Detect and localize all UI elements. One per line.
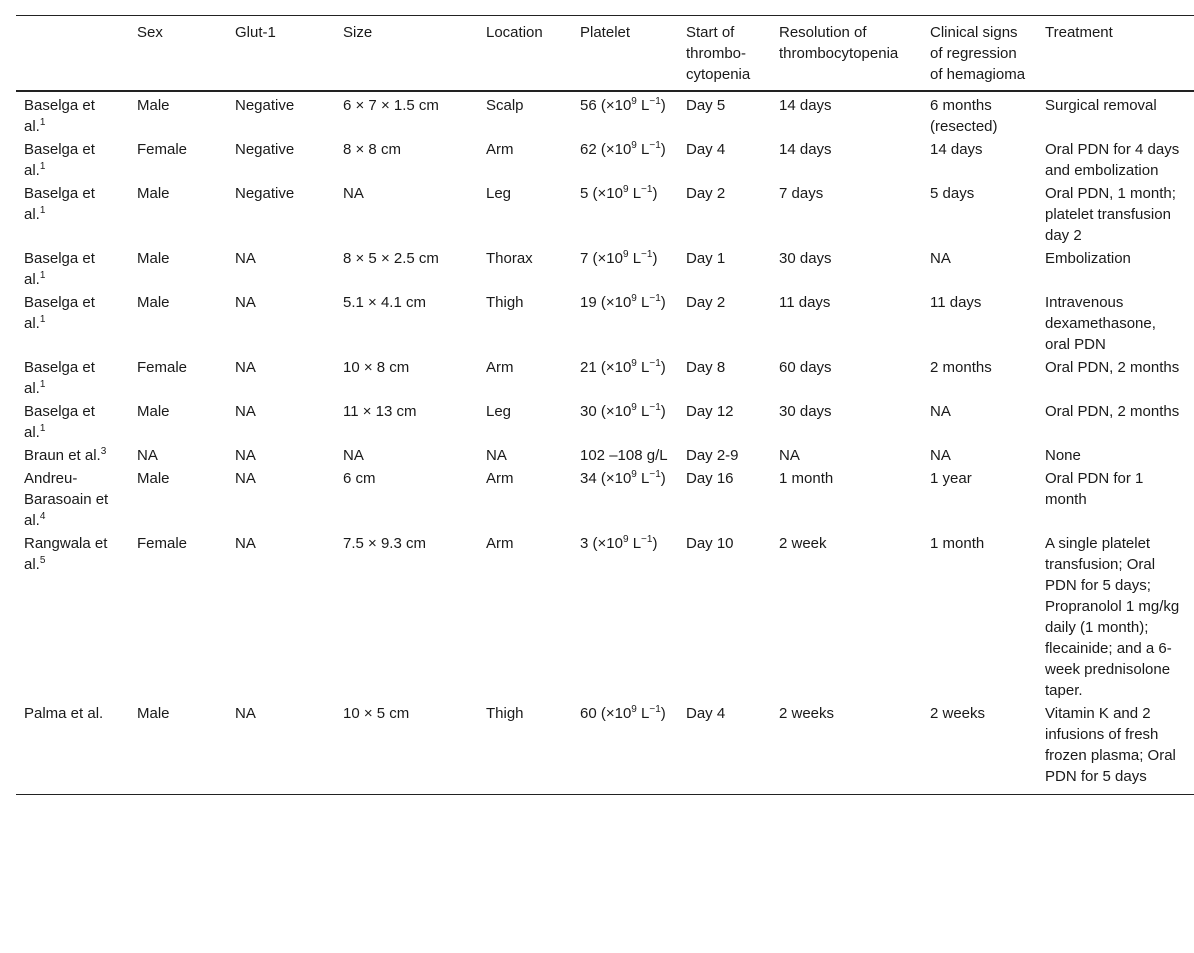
cell-resolution: 30 days <box>779 250 832 267</box>
platelet-unit-exponent: −1 <box>649 96 661 107</box>
cell-regression: NA <box>930 403 951 420</box>
cell-location: Scalp <box>486 97 524 114</box>
cell-start: Day 8 <box>686 359 726 376</box>
cell-location: Arm <box>486 470 514 487</box>
cell-resolution: 60 days <box>779 359 832 376</box>
platelet-unit-exponent: −1 <box>641 184 653 195</box>
platelet-unit: L <box>641 705 650 722</box>
cell-platelet <box>572 137 678 181</box>
header-author <box>16 16 129 92</box>
platelet-value: 56 (×10 <box>580 97 632 114</box>
platelet-value: 30 (×10 <box>580 403 632 420</box>
cell-platelet <box>572 466 678 531</box>
platelet-close-paren: ) <box>652 535 658 552</box>
platelet-unit: L <box>641 141 650 158</box>
platelet-value: 3 (×10 <box>580 535 623 552</box>
cell-start: Day 2 <box>686 185 726 202</box>
cell-glut1: NA <box>235 447 256 464</box>
cell-glut1: NA <box>235 470 256 487</box>
cell-platelet <box>572 246 678 290</box>
cell-author <box>16 701 129 795</box>
cell-size: NA <box>343 447 364 464</box>
platelet-value: 5 (×10 <box>580 185 623 202</box>
author-text: Braun et al. <box>24 447 101 464</box>
header-size: Size <box>343 24 373 41</box>
cell-author <box>16 137 129 181</box>
case-table <box>16 15 1194 795</box>
cell-size: 6 × 7 × 1.5 cm <box>343 97 439 114</box>
table-row <box>16 246 1194 290</box>
platelet-unit-exponent: −1 <box>641 534 653 545</box>
platelet-unit: L <box>641 97 650 114</box>
cell-glut1: NA <box>235 403 256 420</box>
cell-platelet <box>572 443 678 466</box>
cell-glut1: NA <box>235 535 256 552</box>
author-text: Baselga et al. <box>24 403 95 441</box>
table-row <box>16 91 1194 137</box>
cell-resolution: 14 days <box>779 141 832 158</box>
platelet-exponent: 9 <box>631 358 637 369</box>
author-ref: 1 <box>39 379 46 390</box>
platelet-unit-exponent: −1 <box>649 704 661 715</box>
cell-size: 5.1 × 4.1 cm <box>343 294 426 311</box>
cell-regression: 1 year <box>930 470 972 487</box>
cell-sex: Female <box>137 535 188 552</box>
platelet-close-paren: ) <box>660 359 666 376</box>
platelet-close-paren: ) <box>660 470 666 487</box>
cell-glut1: Negative <box>235 185 295 202</box>
author-ref: 1 <box>39 314 46 325</box>
platelet-close-paren: ) <box>660 705 666 722</box>
author-ref: 1 <box>39 205 46 216</box>
platelet-value: 7 (×10 <box>580 250 623 267</box>
cell-size: 6 cm <box>343 470 376 487</box>
table-header <box>16 16 1194 92</box>
header-platelet: Platelet <box>580 24 631 41</box>
author-ref: 4 <box>39 511 46 522</box>
cell-author <box>16 181 129 246</box>
cell-location: Leg <box>486 185 512 202</box>
cell-resolution: NA <box>779 447 800 464</box>
cell-sex: Male <box>137 705 170 722</box>
platelet-unit-exponent: −1 <box>649 402 661 413</box>
cell-sex: NA <box>137 447 158 464</box>
platelet-unit: L <box>641 470 650 487</box>
cell-treatment: Vitamin K and 2 infusions of fresh frozen plasma; Oral PDN for 5 days <box>1045 705 1176 785</box>
header-sex: Sex <box>137 24 163 41</box>
cell-start: Day 1 <box>686 250 726 267</box>
cell-regression: 2 months <box>930 359 992 376</box>
cell-treatment: Oral PDN, 2 months <box>1045 403 1180 420</box>
platelet-close-paren: ) <box>660 294 666 311</box>
cell-platelet <box>572 290 678 355</box>
cell-author <box>16 355 129 399</box>
table-row <box>16 355 1194 399</box>
cell-platelet <box>572 355 678 399</box>
cell-glut1: NA <box>235 294 256 311</box>
cell-size: 10 × 8 cm <box>343 359 410 376</box>
cell-start: Day 10 <box>686 535 734 552</box>
cell-size: NA <box>343 185 364 202</box>
header-start: Start of thrombo-cytopenia <box>686 24 751 83</box>
cell-resolution: 30 days <box>779 403 832 420</box>
cell-location: Arm <box>486 141 514 158</box>
cell-sex: Male <box>137 403 170 420</box>
cell-start: Day 4 <box>686 705 726 722</box>
author-text: Palma et al. <box>24 705 104 722</box>
platelet-unit-exponent: −1 <box>649 469 661 480</box>
cell-location: Thorax <box>486 250 533 267</box>
header-location: Location <box>486 24 543 41</box>
cell-glut1: Negative <box>235 141 295 158</box>
cell-regression: 11 days <box>930 294 982 311</box>
cell-size: 8 × 8 cm <box>343 141 401 158</box>
cell-location: NA <box>486 447 507 464</box>
author-ref: 1 <box>39 117 46 128</box>
platelet-value: 34 (×10 <box>580 470 632 487</box>
cell-location: Arm <box>486 535 514 552</box>
author-text: Baselga et al. <box>24 185 95 223</box>
platelet-unit: L <box>641 403 650 420</box>
platelet-value: 102 –108 g/L <box>580 447 668 464</box>
platelet-exponent: 9 <box>622 534 629 545</box>
author-text: Rangwala et al. <box>24 535 108 573</box>
platelet-unit-exponent: −1 <box>641 249 653 260</box>
table-row <box>16 701 1194 795</box>
platelet-unit: L <box>632 185 642 202</box>
cell-author <box>16 246 129 290</box>
platelet-unit: L <box>641 294 650 311</box>
table-row <box>16 443 1194 466</box>
platelet-value: 60 (×10 <box>580 705 632 722</box>
cell-resolution: 1 month <box>779 470 834 487</box>
platelet-close-paren: ) <box>660 97 666 114</box>
cell-resolution: 2 week <box>779 535 827 552</box>
cell-location: Leg <box>486 403 512 420</box>
cell-author <box>16 443 129 466</box>
cell-size: 10 × 5 cm <box>343 705 410 722</box>
author-ref: 1 <box>39 270 46 281</box>
platelet-exponent: 9 <box>631 140 637 151</box>
cell-platelet <box>572 531 678 701</box>
cell-location: Thigh <box>486 705 524 722</box>
cell-size: 11 × 13 cm <box>343 403 417 420</box>
cell-sex: Male <box>137 470 170 487</box>
header-regression: Clinical signs of regression of hemagioma <box>930 24 1026 83</box>
table-row <box>16 290 1194 355</box>
table-row <box>16 531 1194 701</box>
cell-regression: NA <box>930 447 951 464</box>
cell-glut1: NA <box>235 705 256 722</box>
cell-platelet <box>572 399 678 443</box>
cell-glut1: NA <box>235 359 256 376</box>
cell-location: Thigh <box>486 294 524 311</box>
table-row <box>16 399 1194 443</box>
cell-sex: Female <box>137 141 188 158</box>
cell-start: Day 12 <box>686 403 734 420</box>
cell-start: Day 2-9 <box>686 447 739 464</box>
cell-size: 7.5 × 9.3 cm <box>343 535 426 552</box>
table-row <box>16 466 1194 531</box>
header-treatment: Treatment <box>1045 24 1113 41</box>
cell-sex: Female <box>137 359 188 376</box>
cell-treatment: A single platelet transfusion; Oral PDN for 5 days; Propranolol 1 mg/kg daily (1 month); flecainide; and a 6-week prednisolone taper. <box>1045 535 1180 699</box>
platelet-close-paren: ) <box>660 403 666 420</box>
header-glut1: Glut-1 <box>235 24 276 41</box>
cell-platelet <box>572 701 678 795</box>
platelet-value: 62 (×10 <box>580 141 632 158</box>
cell-platelet <box>572 181 678 246</box>
platelet-exponent: 9 <box>631 469 637 480</box>
cell-resolution: 11 days <box>779 294 831 311</box>
author-text: Baselga et al. <box>24 250 95 288</box>
cell-start: Day 2 <box>686 294 726 311</box>
cell-start: Day 5 <box>686 97 726 114</box>
cell-author <box>16 290 129 355</box>
cell-author <box>16 531 129 701</box>
platelet-unit-exponent: −1 <box>649 140 661 151</box>
platelet-unit: L <box>641 359 650 376</box>
cell-treatment: None <box>1045 447 1081 464</box>
platelet-exponent: 9 <box>622 249 629 260</box>
cell-treatment: Intravenous dexamethasone, oral PDN <box>1045 294 1156 353</box>
cell-regression: 14 days <box>930 141 983 158</box>
platelet-unit-exponent: −1 <box>649 293 661 304</box>
platelet-exponent: 9 <box>631 402 637 413</box>
header-resolution: Resolution of thrombocytopenia <box>779 24 899 62</box>
cell-regression: NA <box>930 250 951 267</box>
cell-treatment: Surgical removal <box>1045 97 1157 114</box>
cell-treatment: Oral PDN for 4 days and embolization <box>1045 141 1180 179</box>
author-text: Andreu-Barasoain et al. <box>24 470 109 529</box>
cell-treatment: Oral PDN for 1 month <box>1045 470 1144 508</box>
cell-regression: 5 days <box>930 185 975 202</box>
platelet-exponent: 9 <box>631 96 637 107</box>
author-text: Baselga et al. <box>24 359 95 397</box>
cell-glut1: Negative <box>235 97 295 114</box>
cell-sex: Male <box>137 185 170 202</box>
cell-glut1: NA <box>235 250 256 267</box>
cell-size: 8 × 5 × 2.5 cm <box>343 250 439 267</box>
platelet-close-paren: ) <box>652 185 658 202</box>
cell-regression: 1 month <box>930 535 985 552</box>
cell-sex: Male <box>137 250 170 267</box>
author-text: Baselga et al. <box>24 294 95 332</box>
cell-start: Day 4 <box>686 141 726 158</box>
cell-platelet <box>572 91 678 137</box>
cell-sex: Male <box>137 294 170 311</box>
platelet-exponent: 9 <box>622 184 629 195</box>
platelet-exponent: 9 <box>631 293 637 304</box>
header-row <box>16 16 1194 92</box>
cell-resolution: 2 weeks <box>779 705 835 722</box>
author-ref: 3 <box>100 446 107 457</box>
cell-treatment: Oral PDN, 2 months <box>1045 359 1180 376</box>
cell-regression: 6 months (resected) <box>930 97 998 135</box>
author-text: Baselga et al. <box>24 141 95 179</box>
cell-location: Arm <box>486 359 514 376</box>
table-row <box>16 181 1194 246</box>
platelet-close-paren: ) <box>660 141 666 158</box>
author-ref: 1 <box>39 423 46 434</box>
cell-resolution: 14 days <box>779 97 832 114</box>
platelet-value: 19 (×10 <box>580 294 632 311</box>
cell-author <box>16 91 129 137</box>
cell-author <box>16 399 129 443</box>
cell-sex: Male <box>137 97 170 114</box>
cell-resolution: 7 days <box>779 185 824 202</box>
cell-treatment: Embolization <box>1045 250 1131 267</box>
platelet-close-paren: ) <box>652 250 658 267</box>
platelet-unit: L <box>632 250 642 267</box>
platelet-unit: L <box>632 535 642 552</box>
platelet-unit-exponent: −1 <box>649 358 661 369</box>
table-row <box>16 137 1194 181</box>
author-ref: 1 <box>39 161 46 172</box>
cell-start: Day 16 <box>686 470 734 487</box>
table-body <box>16 91 1194 795</box>
author-text: Baselga et al. <box>24 97 95 135</box>
author-ref: 5 <box>39 555 46 566</box>
cell-regression: 2 weeks <box>930 705 986 722</box>
platelet-value: 21 (×10 <box>580 359 632 376</box>
platelet-exponent: 9 <box>631 704 637 715</box>
cell-treatment: Oral PDN, 1 month; platelet transfusion day 2 <box>1045 185 1176 244</box>
cell-author <box>16 466 129 531</box>
